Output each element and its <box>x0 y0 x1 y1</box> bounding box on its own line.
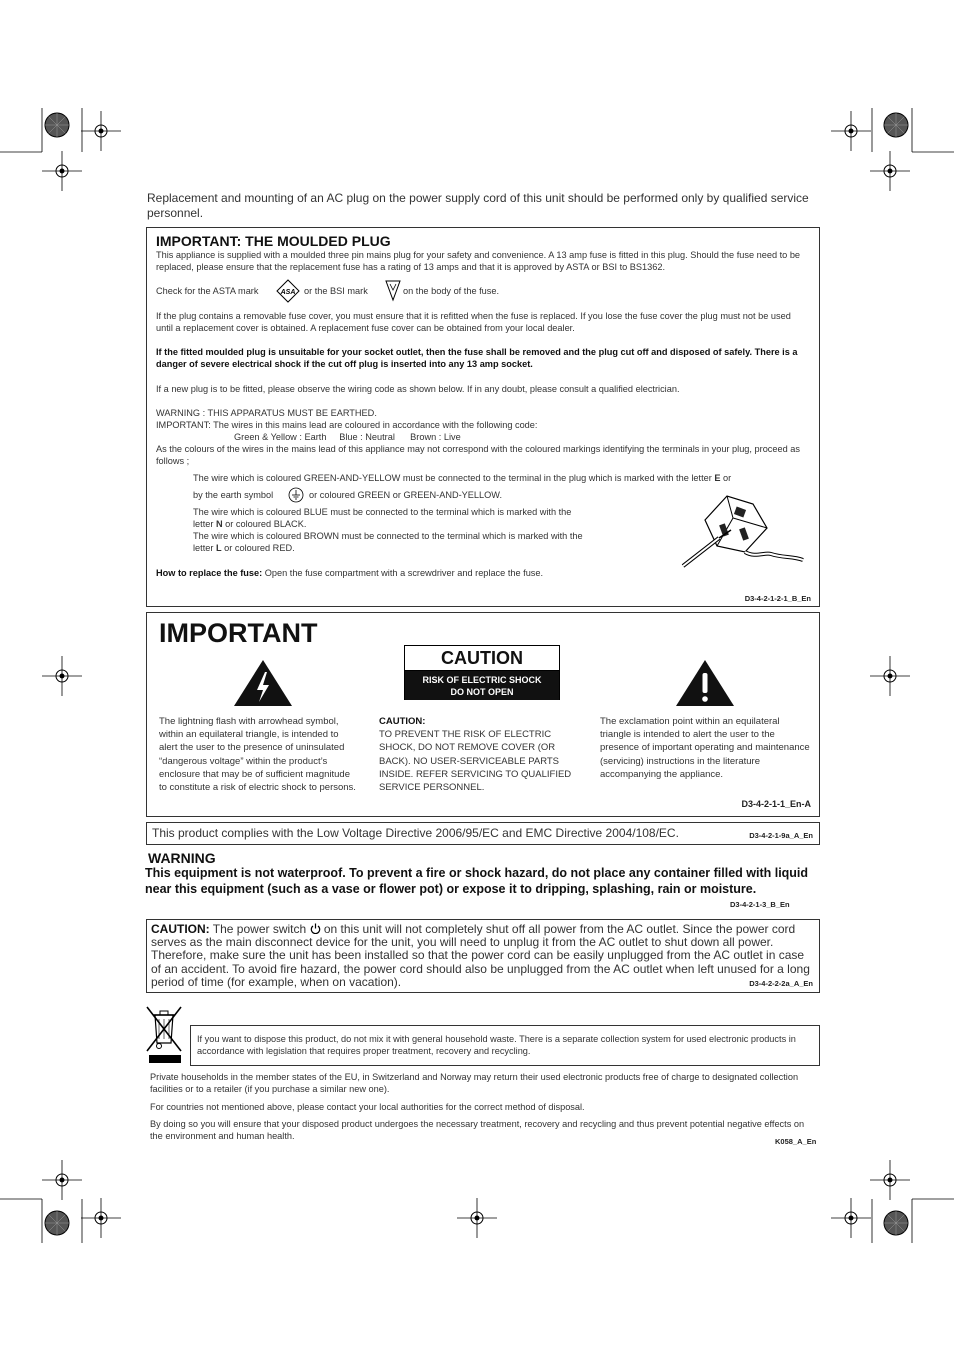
disposal-notice-text: If you want to dispose this product, do not mix it with general household waste. There is a separate collection system for used electronic products in accordance with legislation that requires proper treatment, recovery and recycling. <box>197 1034 796 1056</box>
wire-colour-code: Green & Yellow : Earth Blue : Neutral Brown : Live <box>234 432 461 442</box>
moulded-plug-heading: IMPORTANT: THE MOULDED PLUG <box>156 233 391 249</box>
earth-symbol-icon <box>288 487 304 503</box>
fuse-replace-text: Open the fuse compartment with a screwdriver and replace the fuse. <box>262 568 544 578</box>
earthed-warning: WARNING : THIS APPARATUS MUST BE EARTHED. <box>156 408 377 418</box>
caution-description-text: TO PREVENT THE RISK OF ELECTRIC SHOCK, DO NOT REMOVE COVER (OR BACK). NO USER-SERVICEABLE PARTS INSIDE. REFER SERVICING TO QUALIFIED SERVICE PERSONNEL. <box>379 729 572 794</box>
fuse-replace-label: How to replace the fuse: <box>156 568 263 578</box>
fuse-replace-line <box>156 567 816 579</box>
lightning-warning-icon <box>232 658 294 708</box>
disposal-paragraph-1: Private households in the member states of the EU, in Switzerland and Norway may return their used electronic products free of charge to designated collection facilities or to a retailer (if you purchase a similar new one). <box>150 1072 799 1094</box>
plug-screwdriver-illustration <box>675 490 805 570</box>
exclamation-description: The exclamation point within an equilateral triangle is intended to alert the user to the presence of important operating and maintenance (servicing) instructions in the literature accompanying the appliance. <box>600 716 810 780</box>
disposal-paragraph-2: For countries not mentioned above, please contact your local authorities for the correct method of disposal. <box>150 1102 585 1112</box>
asta-mark-icon <box>276 279 300 303</box>
asta-mark-letters: ASA <box>280 289 296 296</box>
disposal-paragraph-3: By doing so you will ensure that your disposed product undergoes the necessary treatment, recovery and recycling and thus prevent potential negative effects on the environment and human health. <box>150 1119 805 1141</box>
wiring-warning <box>156 407 816 467</box>
important-section-code: D3-4-2-1-1_En-A <box>741 799 811 809</box>
wire-colour-note: As the colours of the wires in the mains lead of this appliance may not correspond with the coloured markings identifying the terminals in your plug, proceed as follows ; <box>156 444 800 466</box>
plug-danger-paragraph: If the fitted moulded plug is unsuitable for your socket outlet, then the fuse shall be removed and the plug cut off and disposed of safely. There is a danger of severe electrical shock if the cut off plug is inserted into any 13 amp socket. <box>156 347 798 369</box>
earth-symbol-line: by the earth symbol or coloured GREEN or GREEN-AND-YELLOW. <box>193 487 593 505</box>
caution-description-heading: CAUTION: <box>379 716 426 727</box>
green-yellow-instruction: The wire which is coloured GREEN-AND-YELLOW must be connected to the terminal in the plug which is marked with the letter E or <box>193 473 732 483</box>
caution-sublabel <box>405 671 559 700</box>
warning-code: D3-4-2-1-3_B_En <box>730 900 790 909</box>
blue-brown-instructions: The wire which is coloured BLUE must be connected to the terminal which is marked with the letter N or coloured BLACK. The wire which is coloured BROWN must be connected to the terminal which is marked with the letter L or coloured RED. <box>193 507 583 553</box>
important-section <box>146 612 820 817</box>
power-switch-caution-section <box>146 919 820 993</box>
plug-section-code: D3-4-2-1-2-1_B_En <box>744 594 811 603</box>
caution-label: CAUTION <box>405 646 559 671</box>
caution-sublabel-line-2: DO NOT OPEN <box>450 687 514 697</box>
wire-colour-intro: IMPORTANT: The wires in this mains lead are coloured in accordance with the following code: <box>156 420 538 430</box>
compliance-code: D3-4-2-1-9a_A_En <box>749 831 813 840</box>
moulded-plug-section <box>146 227 820 607</box>
caution-description <box>379 715 589 794</box>
plug-paragraph-3: If the plug contains a removable fuse cover, you must ensure that it is refitted when the fuse is replaced. If you lose the fuse cover the plug must not be used until a replacement cover is obtained. A replacement fuse cover can be obtained from your local dealer. <box>156 311 791 333</box>
disposal-notice-box <box>190 1025 820 1066</box>
important-title: IMPORTANT <box>159 618 318 648</box>
intro-text: Replacement and mounting of an AC plug on the power supply cord of this unit should be performed only by qualified service personnel. <box>147 191 809 220</box>
power-switch-caution-label: CAUTION: <box>151 922 210 936</box>
plug-paragraph-5: If a new plug is to be fitted, please observe the wiring code as shown below. If in any doubt, please consult a qualified electrician. <box>156 384 680 394</box>
lightning-description: The lightning flash with arrowhead symbol, within an equilateral triangle, is intended to alert the user to the presence of uninsulated “dangerous voltage” within the product’s enclosure that may be of sufficient magnitude to constitute a risk of electric shock to persons. <box>159 716 356 794</box>
power-switch-caution-text: CAUTION: The power switch on this unit will not completely shut off all power from the AC outlet. Since the power cord serves as the main disconnect device for the unit, you will need to unplug it from the AC outlet to shut down all power. Therefore, make sure the unit has been installed so that the power cord can be easily unplugged from the AC outlet in case of an accident. To avoid fire hazard, the power cord should also be unplugged from the AC outlet when left unused for a long period of time (for example, when on vacation). <box>151 922 810 989</box>
compliance-section <box>146 822 820 845</box>
disposal-code: K058_A_En <box>775 1137 817 1146</box>
caution-sublabel-line-1: RISK OF ELECTRIC SHOCK <box>422 675 542 685</box>
exclamation-warning-icon <box>674 658 736 708</box>
power-switch-caution-code: D3-4-2-2-2a_A_En <box>749 979 813 988</box>
asta-text: Check for the ASTA mark <box>156 286 259 296</box>
bsi-kitemark-icon <box>383 278 403 302</box>
compliance-text: This product complies with the Low Voltage Directive 2006/95/EC and EMC Directive 2004/108/EC. <box>152 826 679 840</box>
warning-text: This equipment is not waterproof. To prevent a fire or shock hazard, do not place any container filled with liquid near this equipment (such as a vase or flower pot) or expose it to dripping, splashing, rain or moisture. <box>145 866 809 896</box>
asta-bsi-line <box>156 285 556 307</box>
plug-paragraph-1: This appliance is supplied with a moulded three pin mains plug for your safety and convenience. A 13 amp fuse is fitted in this plug. Should the fuse need to be replaced, please ensure that the replacement fuse has a rating of 13 amps and that it is approved by ASTA or BSI to BS1362. <box>156 250 801 272</box>
warning-heading: WARNING <box>148 850 216 866</box>
fuse-body-text: on the body of the fuse. <box>403 286 500 296</box>
crossed-out-wheelie-bin-icon <box>143 1003 185 1065</box>
standby-power-icon <box>310 923 321 934</box>
bsi-text: or the BSI mark <box>304 286 368 296</box>
caution-label-box <box>404 645 560 700</box>
